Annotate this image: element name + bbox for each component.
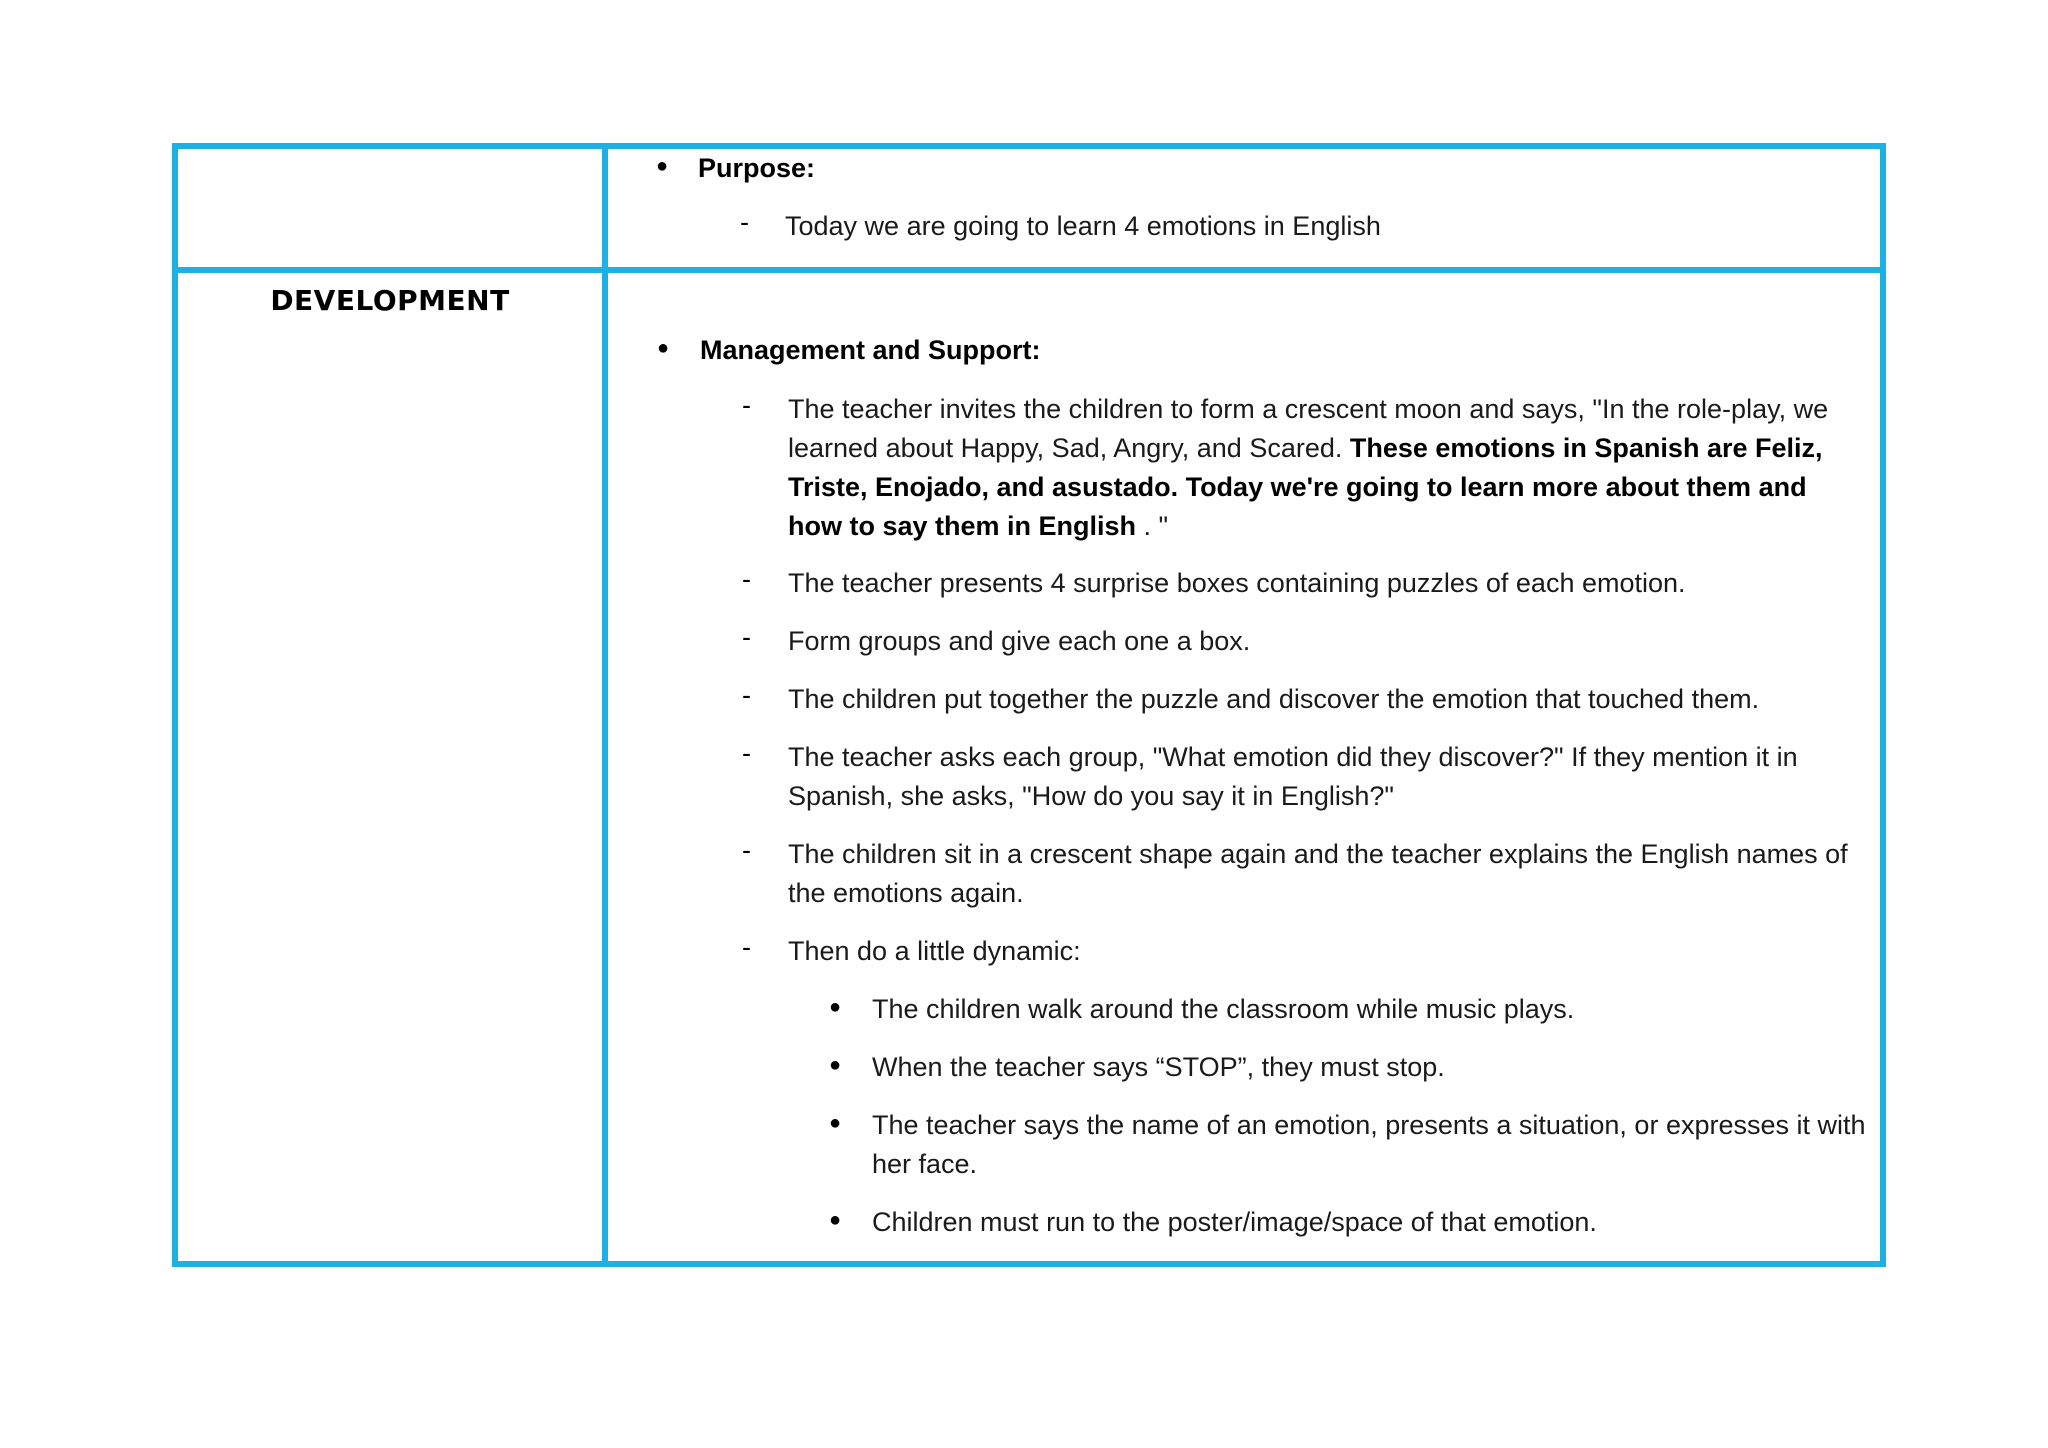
item-tail: . " <box>1136 511 1169 541</box>
bullet-icon: ● <box>829 1054 842 1076</box>
bullet-icon: ● <box>656 155 669 177</box>
development-label: DEVELOPMENT <box>270 284 510 317</box>
sub-list-item: When the teacher says “STOP”, they must stop. <box>872 1052 1445 1082</box>
bullet-icon: ● <box>657 337 670 359</box>
dash-icon: - <box>742 835 751 865</box>
bullet-icon: ● <box>829 1112 842 1134</box>
dash-icon: - <box>740 207 749 237</box>
item-teacher-invites <box>788 390 1864 546</box>
list-item: The teacher presents 4 surprise boxes containing puzzles of each emotion. <box>788 568 1686 598</box>
item-bold: These emotions in Spanish are Feliz, Triste, Enojado, and asustado. Today we're going to learn more about them and how to say them in English <box>788 433 1823 541</box>
list-item: The teacher asks each group, "What emotion did they discover?" If they mention it in Spanish, she asks, "How do you say it in English?" <box>788 742 1798 811</box>
dash-icon: - <box>742 390 751 420</box>
purpose-heading: Purpose: <box>698 153 816 183</box>
dash-icon: - <box>742 680 751 710</box>
dash-icon: - <box>742 622 751 652</box>
bullet-icon: ● <box>829 996 842 1018</box>
dash-icon: - <box>742 932 751 962</box>
sub-list-item: The children walk around the classroom while music plays. <box>872 994 1575 1024</box>
dash-icon: - <box>742 564 751 594</box>
dash-icon: - <box>742 738 751 768</box>
list-item: The children put together the puzzle and discover the emotion that touched them. <box>788 684 1760 714</box>
item-plain: The teacher invites the children to form a crescent moon and says, "In the role-play, we learned about Happy, Sad, Angry, and Scared. <box>788 394 1829 463</box>
purpose-item: Today we are going to learn 4 emotions in English <box>785 211 1381 241</box>
sub-list-item: The teacher says the name of an emotion, presents a situation, or expresses it with her face. <box>872 1110 1866 1179</box>
sub-list-item: Children must run to the poster/image/space of that emotion. <box>872 1207 1597 1237</box>
bullet-icon: ● <box>829 1209 842 1231</box>
row-divider <box>178 267 1880 273</box>
column-divider <box>602 149 608 1261</box>
list-item: The children sit in a crescent shape again and the teacher explains the English names of the emotions again. <box>788 839 1848 908</box>
list-item: Form groups and give each one a box. <box>788 626 1251 656</box>
management-heading: Management and Support: <box>700 335 1041 365</box>
list-item: Then do a little dynamic: <box>788 936 1081 966</box>
